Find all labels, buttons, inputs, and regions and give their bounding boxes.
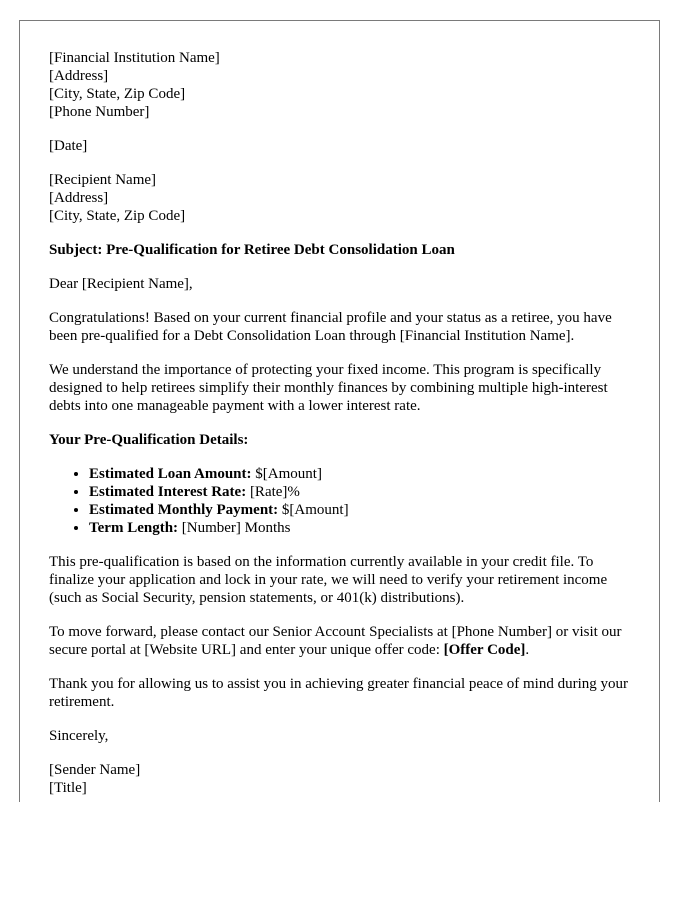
recipient-address-block: [49, 171, 639, 225]
paragraph-congratulations: Congratulations! Based on your current financial profile and your status as a retiree, you have been pre-qualified for a Debt Consolidation Loan through [Financial Institution Name].: [49, 310, 612, 344]
paragraph-program-description: We understand the importance of protecting your fixed income. This program is specifically designed to help retirees simplify their monthly finances by combining multiple high-interest debts into one manageable payment with a lower interest rate.: [49, 362, 608, 414]
paragraph-verification: This pre-qualification is based on the information currently available in your credit file. To finalize your application and lock in your rate, we will need to verify your retirement income (such as Social Security, pension statements, or 401(k) distributions).: [49, 554, 608, 606]
sender-address: [Address]: [49, 68, 109, 84]
details-heading: Your Pre-Qualification Details:: [49, 432, 249, 448]
detail-value: $[Amount]: [278, 502, 349, 518]
recipient-city-state-zip: [City, State, Zip Code]: [49, 208, 186, 224]
detail-monthly-payment: [89, 501, 639, 519]
offer-code: [Offer Code]: [443, 642, 526, 658]
sender-title: [Title]: [49, 780, 87, 796]
sender-phone: [Phone Number]: [49, 104, 150, 120]
detail-value: [Number] Months: [178, 520, 291, 536]
closing: Sincerely,: [49, 728, 109, 744]
salutation: Dear [Recipient Name],: [49, 276, 193, 292]
recipient-address: [Address]: [49, 190, 109, 206]
detail-interest-rate: [89, 483, 639, 501]
detail-value: $[Amount]: [251, 466, 322, 482]
details-list: [49, 465, 639, 537]
sender-name: [Sender Name]: [49, 762, 141, 778]
paragraph-thank-you: Thank you for allowing us to assist you in achieving greater financial peace of mind during your retirement.: [49, 676, 629, 710]
detail-term-length: [89, 519, 639, 537]
detail-value: [Rate]%: [246, 484, 300, 500]
next-steps-text: To move forward, please contact our Senior Account Specialists at [Phone Number] or visit our secure portal at [Website URL] and enter your unique offer code:: [49, 624, 622, 658]
signature-block: [49, 761, 639, 797]
detail-label: Term Length:: [89, 520, 179, 536]
paragraph-next-steps: [49, 623, 639, 659]
detail-label: Estimated Monthly Payment:: [89, 502, 279, 518]
detail-loan-amount: [89, 465, 639, 483]
letter-page: [19, 20, 660, 802]
detail-label: Estimated Interest Rate:: [89, 484, 247, 500]
detail-label: Estimated Loan Amount:: [89, 466, 252, 482]
sender-city-state-zip: [City, State, Zip Code]: [49, 86, 186, 102]
recipient-name: [Recipient Name]: [49, 172, 157, 188]
next-steps-period: .: [525, 642, 530, 658]
subject-line: Subject: Pre-Qualification for Retiree Debt Consolidation Loan: [49, 242, 455, 258]
letter-content: [49, 49, 639, 802]
sender-institution-name: [Financial Institution Name]: [49, 50, 220, 66]
date-line: [Date]: [49, 138, 88, 154]
sender-address-block: [49, 49, 639, 121]
